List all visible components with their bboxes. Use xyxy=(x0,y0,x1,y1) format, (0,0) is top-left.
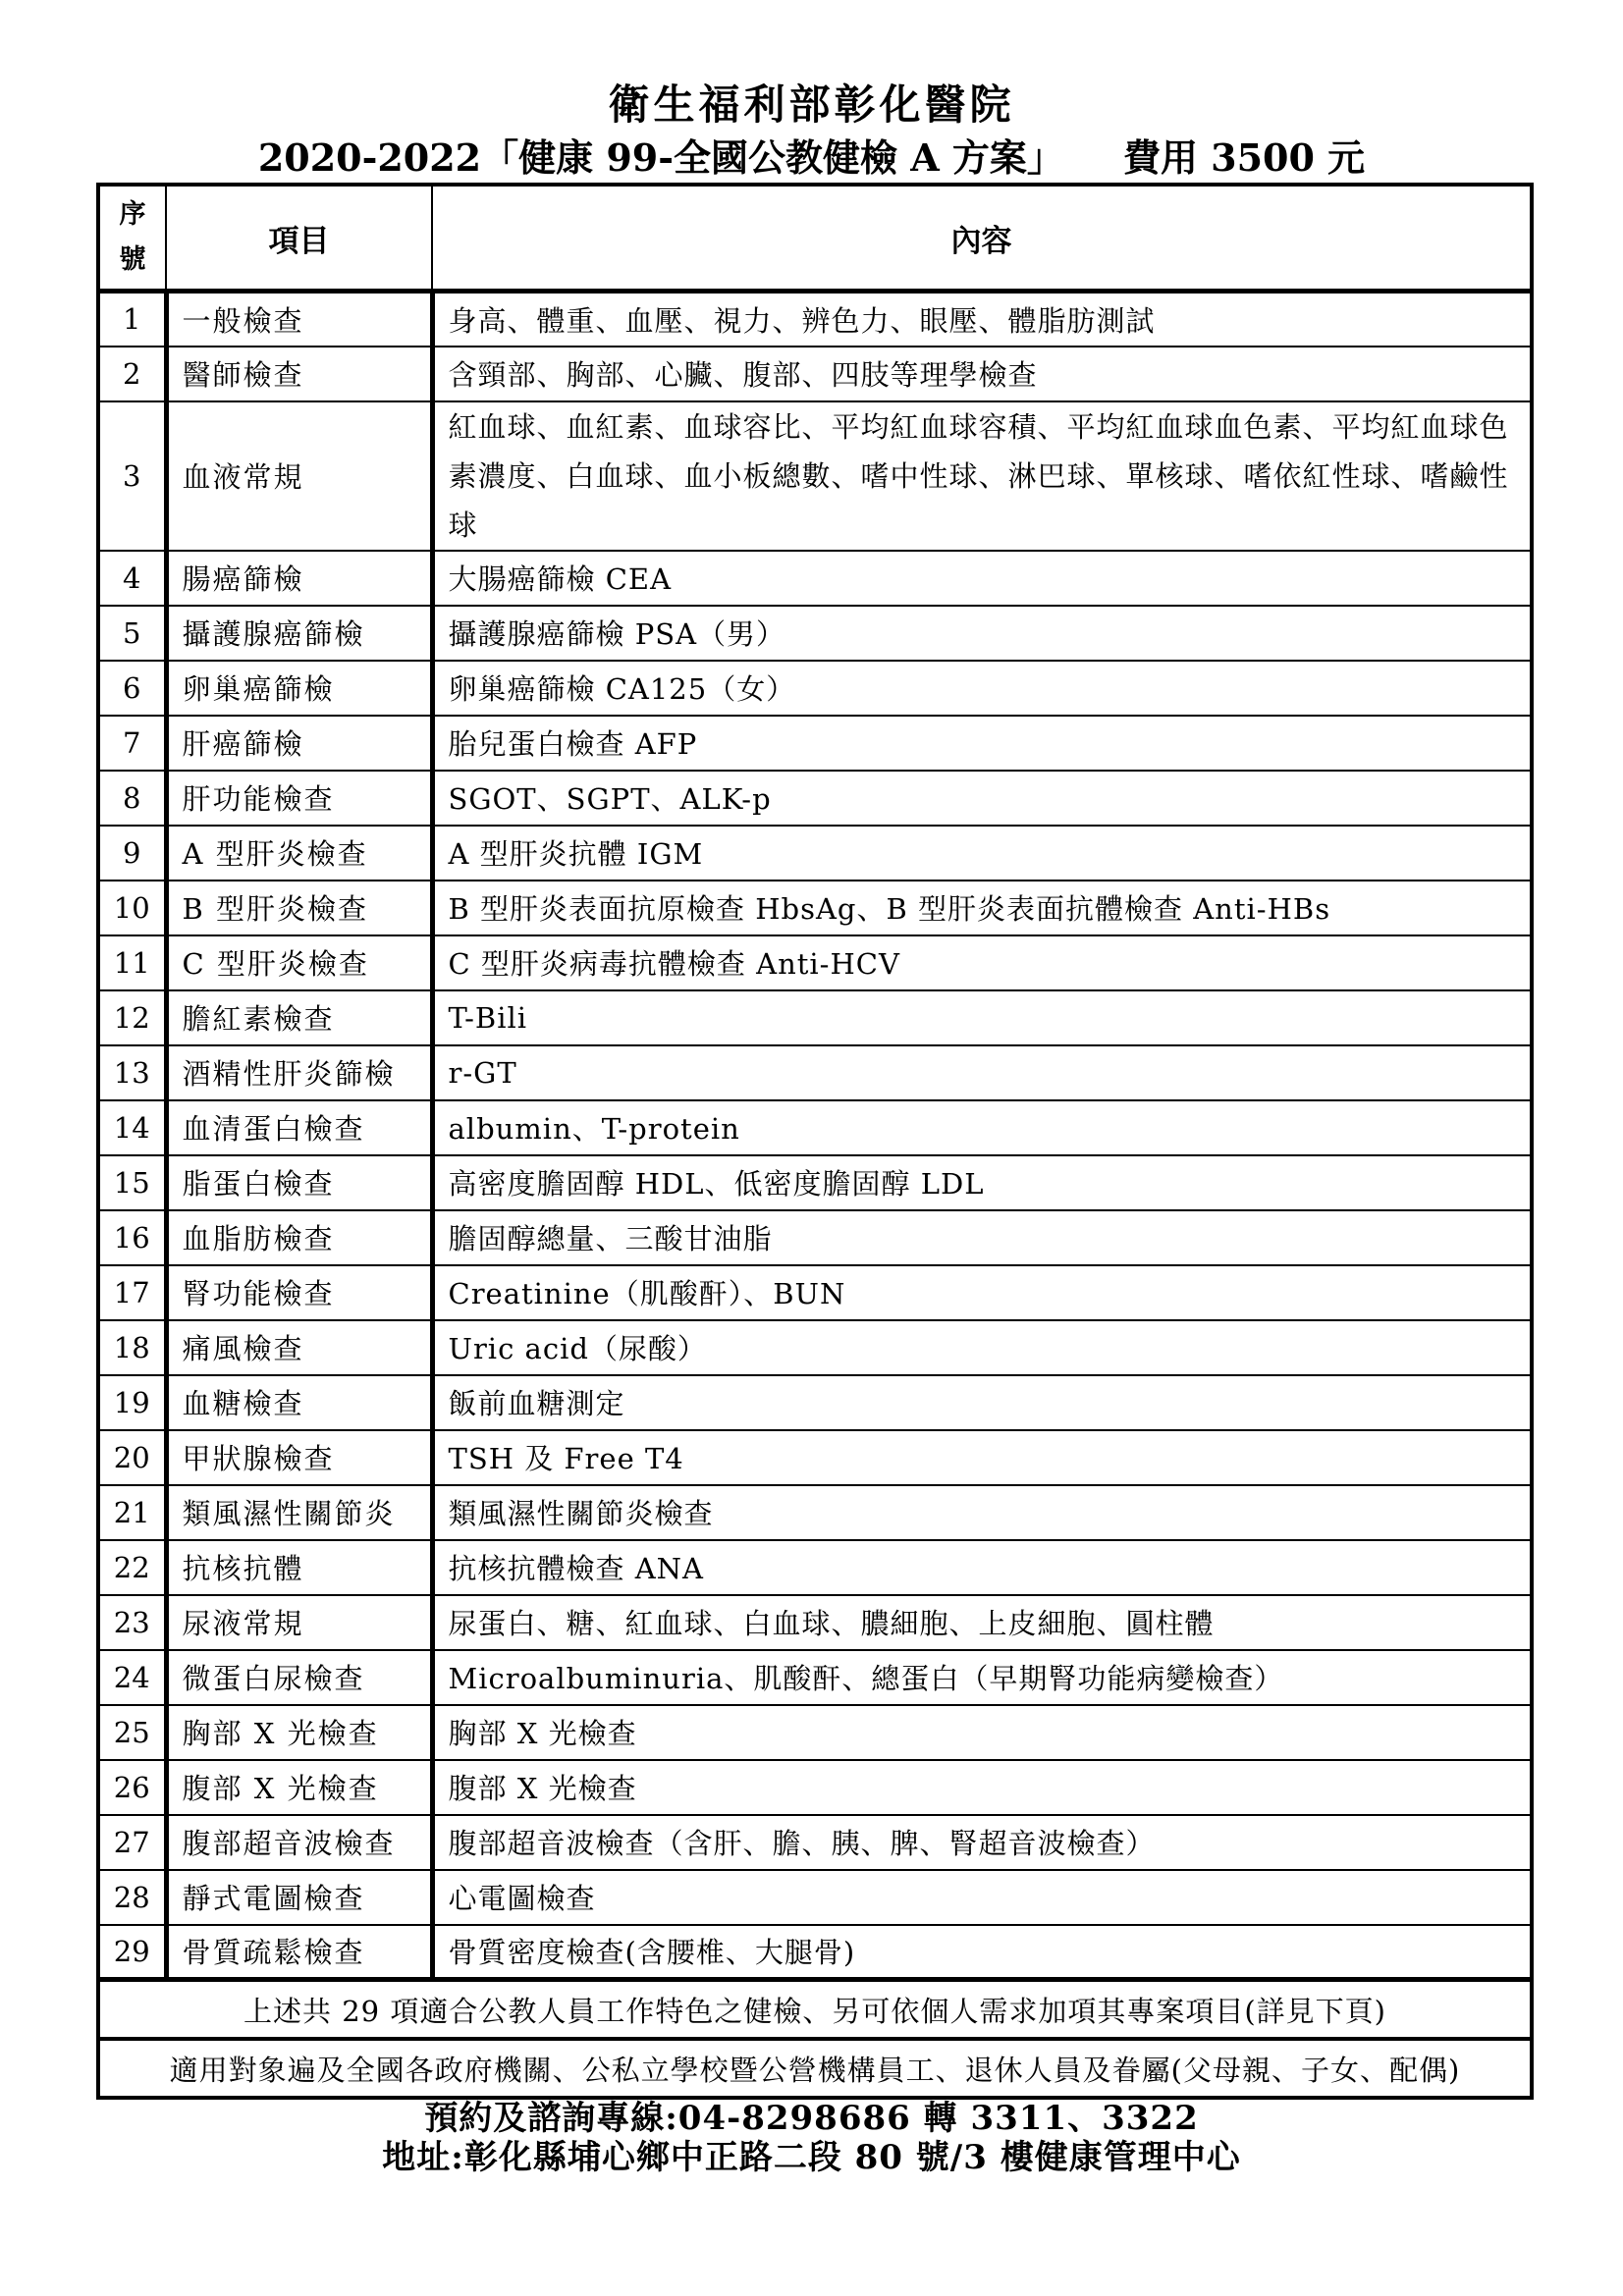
row-content: 胎兒蛋白檢查 AFP xyxy=(432,716,1532,771)
row-content: Uric acid（尿酸） xyxy=(432,1320,1532,1375)
row-item: 脂蛋白檢查 xyxy=(166,1155,432,1210)
row-item: 尿液常規 xyxy=(166,1595,432,1650)
row-item: B 型肝炎檢查 xyxy=(166,881,432,935)
row-content: B 型肝炎表面抗原檢查 HbsAg、B 型肝炎表面抗體檢查 Anti-HBs xyxy=(432,881,1532,935)
table-header-row xyxy=(98,185,1532,292)
row-item: 類風濕性關節炎 xyxy=(166,1485,432,1540)
row-item: 靜式電圖檢查 xyxy=(166,1870,432,1925)
row-item: 腎功能檢查 xyxy=(166,1265,432,1320)
row-number: 29 xyxy=(98,1925,166,1980)
hospital-name: 衛生福利部彰化醫院 xyxy=(608,80,1015,129)
table-row xyxy=(98,1100,1532,1155)
note-row-1 xyxy=(98,1980,1532,2040)
table-row xyxy=(98,292,1532,347)
row-content: 胸部 X 光檢查 xyxy=(432,1705,1532,1760)
row-number: 23 xyxy=(98,1595,166,1650)
table-row xyxy=(98,606,1532,661)
table-row xyxy=(98,1925,1532,1980)
table-row xyxy=(98,1760,1532,1815)
plan-title xyxy=(147,128,1476,182)
note-coverage: 上述共 29 項適合公教人員工作特色之健檢、另可依個人需求加項其專案項目(詳見下頁) xyxy=(98,1980,1532,2040)
row-number: 11 xyxy=(98,935,166,990)
row-content: 大腸癌篩檢 CEA xyxy=(432,551,1532,606)
row-content: 卵巢癌篩檢 CA125（女） xyxy=(432,661,1532,716)
row-content: T-Bili xyxy=(432,990,1532,1045)
note-eligibility: 適用對象遍及全國各政府機關、公私立學校暨公營機構員工、退休人員及眷屬(父母親、子女、配偶) xyxy=(98,2039,1532,2098)
table-row xyxy=(98,1265,1532,1320)
table-row xyxy=(98,826,1532,881)
row-content: 紅血球、血紅素、血球容比、平均紅血球容積、平均紅血球血色素、平均紅血球色素濃度、白血球、血小板總數、嗜中性球、淋巴球、單核球、嗜依紅性球、嗜鹼性球 xyxy=(432,401,1532,551)
table-row xyxy=(98,1320,1532,1375)
row-content: Microalbuminuria、肌酸酐、總蛋白（早期腎功能病變檢查） xyxy=(432,1650,1532,1705)
header-item: 項目 xyxy=(166,185,432,292)
row-item: 血液常規 xyxy=(166,401,432,551)
row-content: SGOT、SGPT、ALK-p xyxy=(432,771,1532,826)
row-number: 13 xyxy=(98,1045,166,1100)
table-row xyxy=(98,401,1532,551)
row-number: 16 xyxy=(98,1210,166,1265)
row-item: 膽紅素檢查 xyxy=(166,990,432,1045)
row-number: 15 xyxy=(98,1155,166,1210)
row-number: 12 xyxy=(98,990,166,1045)
table-row xyxy=(98,990,1532,1045)
row-number: 5 xyxy=(98,606,166,661)
table-row xyxy=(98,1155,1532,1210)
table-row xyxy=(98,1210,1532,1265)
row-number: 19 xyxy=(98,1375,166,1430)
table-row xyxy=(98,1375,1532,1430)
row-item: 甲狀腺檢查 xyxy=(166,1430,432,1485)
row-number: 4 xyxy=(98,551,166,606)
row-item: 卵巢癌篩檢 xyxy=(166,661,432,716)
header-content: 內容 xyxy=(432,185,1532,292)
row-item: 腸癌篩檢 xyxy=(166,551,432,606)
header-seq-line2: 號 xyxy=(119,244,146,275)
row-content: r-GT xyxy=(432,1045,1532,1100)
row-item: 痛風檢查 xyxy=(166,1320,432,1375)
note-row-2 xyxy=(98,2039,1532,2098)
row-number: 18 xyxy=(98,1320,166,1375)
row-item: 血脂肪檢查 xyxy=(166,1210,432,1265)
plan-fee: 費用 3500 元 xyxy=(1122,135,1366,180)
row-content: 腹部超音波檢查（含肝、膽、胰、脾、腎超音波檢查） xyxy=(432,1815,1532,1870)
row-item: C 型肝炎檢查 xyxy=(166,935,432,990)
row-number: 7 xyxy=(98,716,166,771)
row-item: 抗核抗體 xyxy=(166,1540,432,1595)
row-content: 心電圖檢查 xyxy=(432,1870,1532,1925)
table-row xyxy=(98,935,1532,990)
row-content: 高密度膽固醇 HDL、低密度膽固醇 LDL xyxy=(432,1155,1532,1210)
table-row xyxy=(98,661,1532,716)
table-row xyxy=(98,551,1532,606)
row-number: 27 xyxy=(98,1815,166,1870)
table-body xyxy=(98,292,1532,1980)
row-number: 20 xyxy=(98,1430,166,1485)
row-content: albumin、T-protein xyxy=(432,1100,1532,1155)
row-number: 24 xyxy=(98,1650,166,1705)
row-content: 飯前血糖測定 xyxy=(432,1375,1532,1430)
row-number: 9 xyxy=(98,826,166,881)
table-row xyxy=(98,1650,1532,1705)
row-item: 血清蛋白檢查 xyxy=(166,1100,432,1155)
row-number: 10 xyxy=(98,881,166,935)
row-item: 一般檢查 xyxy=(166,292,432,347)
row-number: 8 xyxy=(98,771,166,826)
table-row xyxy=(98,1485,1532,1540)
row-content: 類風濕性關節炎檢查 xyxy=(432,1485,1532,1540)
row-number: 26 xyxy=(98,1760,166,1815)
exam-items-table xyxy=(96,183,1534,2100)
row-item: 攝護腺癌篩檢 xyxy=(166,606,432,661)
row-content: 尿蛋白、糖、紅血球、白血球、膿細胞、上皮細胞、圓柱體 xyxy=(432,1595,1532,1650)
row-number: 22 xyxy=(98,1540,166,1595)
row-number: 25 xyxy=(98,1705,166,1760)
row-number: 2 xyxy=(98,347,166,401)
row-content: A 型肝炎抗體 IGM xyxy=(432,826,1532,881)
row-content: 攝護腺癌篩檢 PSA（男） xyxy=(432,606,1532,661)
row-item: 腹部超音波檢查 xyxy=(166,1815,432,1870)
row-item: 微蛋白尿檢查 xyxy=(166,1650,432,1705)
row-content: 抗核抗體檢查 ANA xyxy=(432,1540,1532,1595)
address: 地址:彰化縣埔心鄉中正路二段 80 號/3 樓健康管理中心 xyxy=(382,2138,1241,2177)
row-content: 含頸部、胸部、心臟、腹部、四肢等理學檢查 xyxy=(432,347,1532,401)
table-row xyxy=(98,1705,1532,1760)
row-content: 腹部 X 光檢查 xyxy=(432,1760,1532,1815)
row-number: 6 xyxy=(98,661,166,716)
row-item: 血糖檢查 xyxy=(166,1375,432,1430)
table-row xyxy=(98,1595,1532,1650)
table-row xyxy=(98,716,1532,771)
table-row xyxy=(98,347,1532,401)
row-number: 28 xyxy=(98,1870,166,1925)
plan-name: 2020-2022「健康 99-全國公教健檢 A 方案」 xyxy=(257,135,1064,180)
header-seq-line1: 序 xyxy=(119,199,146,230)
table-row xyxy=(98,771,1532,826)
row-item: 腹部 X 光檢查 xyxy=(166,1760,432,1815)
row-item: A 型肝炎檢查 xyxy=(166,826,432,881)
row-item: 肝功能檢查 xyxy=(166,771,432,826)
table-row xyxy=(98,881,1532,935)
row-number: 3 xyxy=(98,401,166,551)
table-row xyxy=(98,1430,1532,1485)
row-content: 膽固醇總量、三酸甘油脂 xyxy=(432,1210,1532,1265)
row-content: 身高、體重、血壓、視力、辨色力、眼壓、體脂肪測試 xyxy=(432,292,1532,347)
table-row xyxy=(98,1815,1532,1870)
row-item: 肝癌篩檢 xyxy=(166,716,432,771)
row-content: TSH 及 Free T4 xyxy=(432,1430,1532,1485)
table-row xyxy=(98,1045,1532,1100)
row-content: 骨質密度檢查(含腰椎、大腿骨) xyxy=(432,1925,1532,1980)
table-row xyxy=(98,1540,1532,1595)
header-seq xyxy=(98,185,166,292)
table-row xyxy=(98,1870,1532,1925)
row-number: 17 xyxy=(98,1265,166,1320)
row-number: 21 xyxy=(98,1485,166,1540)
row-content: C 型肝炎病毒抗體檢查 Anti-HCV xyxy=(432,935,1532,990)
row-item: 酒精性肝炎篩檢 xyxy=(166,1045,432,1100)
row-number: 1 xyxy=(98,292,166,347)
row-item: 醫師檢查 xyxy=(166,347,432,401)
contact-phone: 預約及諮詢專線:04-8298686 轉 3311、3322 xyxy=(424,2099,1199,2138)
row-number: 14 xyxy=(98,1100,166,1155)
row-content: Creatinine（肌酸酐）、BUN xyxy=(432,1265,1532,1320)
row-item: 骨質疏鬆檢查 xyxy=(166,1925,432,1980)
row-item: 胸部 X 光檢查 xyxy=(166,1705,432,1760)
